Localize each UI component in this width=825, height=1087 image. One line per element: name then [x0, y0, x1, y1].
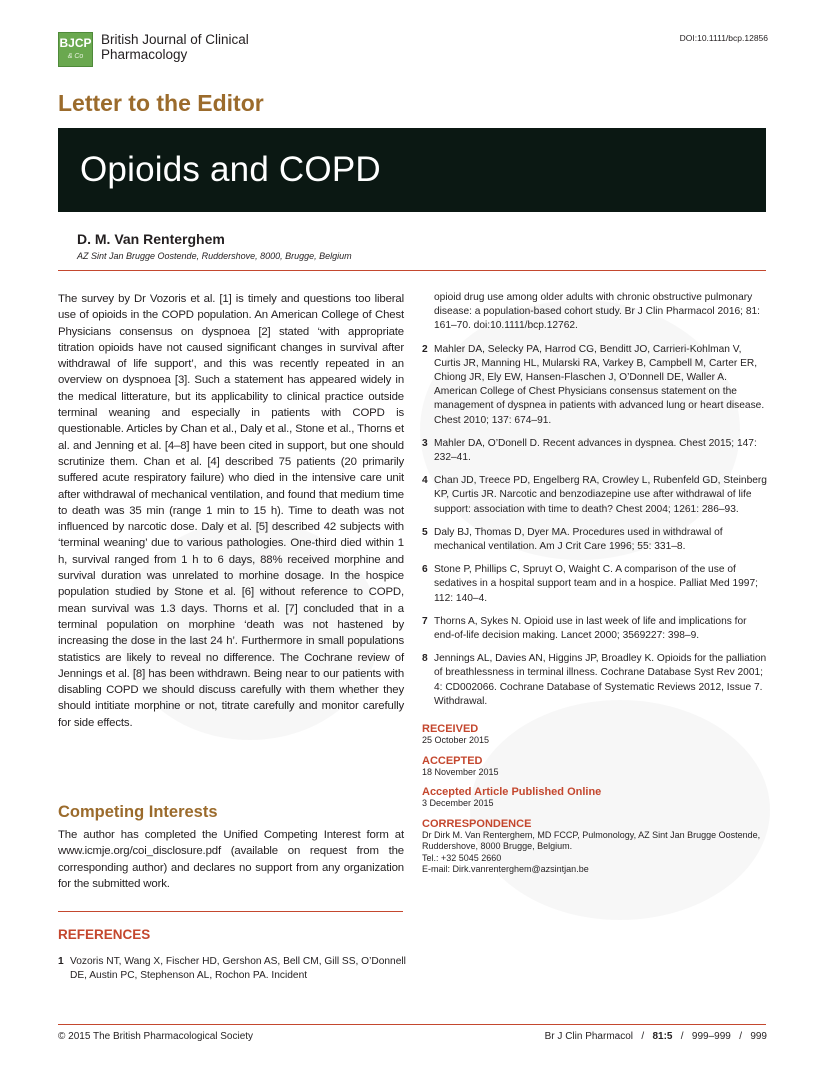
journal-abbrev: Br J Clin Pharmacol — [544, 1031, 633, 1042]
reference-item — [422, 615, 768, 643]
reference-text: Mahler DA, O’Donell D. Recent advances in dyspnea. Chest 2015; 147: 232–41. — [434, 437, 757, 464]
journal-logo-text: BJCP — [59, 36, 92, 50]
published-label: Accepted Article Published Online — [422, 786, 602, 799]
reference-item — [58, 955, 416, 983]
accepted-date: 18 November 2015 — [422, 766, 499, 777]
body-text: The survey by Dr Vozoris et al. [1] is timely and questions too liberal use of opioids in the COPD population. An American College of Chest Physicians consensus on dyspnoea [2] stated ‘with appropriate titration opioids have not caused significant changes in survival after withdrawal of life support’, and this was recently repeated in an overview on dyspnoea [3]. Such a statement has appeared widely in the medical litterature, but its applicability to clinical practice outside terminal weaning and especially in patients with COPD is questionable. Articles by Chan et al., Daly et al., Stone et al., Thorns et al. and Jenning et al. [4–8] have been cited in support, but one should scrutinize them. Chan et al. [4] described 75 patients (20 primarily suffered acute respiratory failure) who died in the intensive care unit after withdrawal of mechanical ventilation, and found that medium time to death was 35 min (range 1 min to 15 h). Time to death was not influenced by narcotic dose. Daly et al. [5] described 42 subjects with ‘terminal weaning’ due to various pathologies. One-third died within 1 h, survival ranged from 1 h to 6 days, 88% received morphine and survival duration was unrelated to morhine dosage. In the hospice population studied by Stone et al. [6] without reference to COPD, mean survival was 1.3 days. Thorns et al. [7] concluded that in a terminal population on morphine ‘death was not hastened by increasing the dose in the last 24 h’. Furthermore in small populations statistics are likely to reveal no difference. The Cochrane review of Jennings et al. [8] has been withdrawn. Being near to our patients with disabling COPD we should discuss carefully with them whether they should intitiate morphine or not, titrate carefully and monitor carefully for side effects. — [58, 293, 404, 729]
body-column — [58, 291, 404, 731]
reference-number: 1 — [58, 956, 64, 967]
competing-interests-text: The author has completed the Unified Competing Interest form at www.icmje.org/coi_disclosure.pdf (available on request from the corresponding author) and declares no support from any organization for the submitted work. — [58, 829, 404, 890]
reference-item — [422, 343, 768, 428]
right-column — [422, 291, 768, 876]
reference-number: 2 — [422, 343, 428, 355]
reference-text: Vozoris NT, Wang X, Fischer HD, Gershon AS, Bell CM, Gill SS, O’Donnell DE, Austin PC, Stephenson AL, Rochon PA. Incident — [70, 956, 406, 982]
reference-text: Stone P, Phillips C, Spruyt O, Waight C. A comparison of the use of sedatives in a hospital support team and in a hospice. Palliat Med 1997; 112: 140–4. — [434, 564, 758, 604]
reference-item — [422, 563, 768, 606]
section-label: Letter to the Editor — [58, 90, 264, 116]
title-band — [58, 128, 766, 212]
page-footer-citation: Br J Clin Pharmacol / 81:5 / 999–999 / 999 — [544, 1031, 767, 1042]
author-affiliation: AZ Sint Jan Brugge Oostende, Ruddershove, 8000, Brugge, Belgium — [77, 251, 352, 261]
received-date: 25 October 2015 — [422, 735, 490, 746]
reference-text: Chan JD, Treece PD, Engelberg RA, Crowley L, Rubenfeld GD, Steinberg KP, Curtis JR. Narcotic and benzodiazepine use after withdrawal of life support: association with time to death? Chest 2004; 1261: 286–93. — [434, 475, 767, 515]
reference-text: Daly BJ, Thomas D, Dyer MA. Procedures used in withdrawal of mechanical ventilation. Am J Crit Care 1996; 55: 331–8. — [434, 526, 723, 553]
page-range: 999–999 — [691, 1031, 731, 1042]
published-date: 3 December 2015 — [422, 798, 494, 809]
received-label: RECEIVED — [422, 723, 479, 736]
divider — [58, 270, 766, 271]
reference-text: Jennings AL, Davies AN, Higgins JP, Broadley K. Opioids for the palliation of breathlessness in terminal illness. Cochrane Database Syst Rev 2001; 4: CD002066. Cochrane Database of Systematic Reviews 2012, Issue 7. Withdrawal. — [434, 653, 767, 707]
reference-item — [422, 526, 768, 554]
journal-name: British Journal of Clinical Pharmacology — [101, 32, 249, 62]
divider — [58, 911, 403, 912]
correspondence-address: Dr Dirk M. Van Renterghem, MD FCCP, Pulmonology, AZ Sint Jan Brugge Oostende, Ruddershove, 8000 Brugge, Belgium. — [422, 829, 761, 852]
reference-continuation: opioid drug use among older adults with chronic obstructive pulmonary disease: a population-based cohort study. Br J Clin Pharmacol 2016; 81: 161–70. doi:10.1111/bcp.12762. — [434, 292, 760, 332]
references-heading: REFERENCES — [58, 927, 151, 942]
reference-text: Thorns A, Sykes N. Opioid use in last week of life and implications for end-of-life decision making. Lancet 2000; 3569227: 398–9. — [434, 615, 747, 642]
accepted-label: ACCEPTED — [422, 754, 483, 767]
reference-number: 4 — [422, 475, 428, 487]
reference-number: 3 — [422, 437, 428, 449]
divider — [58, 1024, 766, 1025]
competing-interests-heading: Competing Interests — [58, 803, 218, 821]
doi: DOI:10.1111/bcp.12856 — [679, 33, 768, 43]
author-name: D. M. Van Renterghem — [77, 231, 225, 247]
article-history — [422, 723, 768, 876]
reference-number: 5 — [422, 526, 428, 538]
reference-item — [422, 474, 768, 517]
volume-issue: 81:5 — [652, 1031, 673, 1042]
correspondence-label: CORRESPONDENCE — [422, 817, 532, 830]
correspondence-tel: Tel.: +32 5045 2660 — [422, 852, 502, 863]
page-number: 999 — [750, 1031, 767, 1042]
copyright: © 2015 The British Pharmacological Society — [58, 1031, 254, 1042]
reference-item — [422, 437, 768, 465]
reference-number: 7 — [422, 615, 428, 627]
article-title: Opioids and COPD — [80, 150, 381, 189]
correspondence-email[interactable]: E-mail: Dirk.vanrenterghem@azsintjan.be — [422, 864, 589, 875]
page-header — [58, 30, 768, 70]
reference-number: 6 — [422, 564, 428, 576]
reference-number: 8 — [422, 653, 428, 665]
journal-logo: BJCP & Co — [58, 32, 93, 67]
reference-text: Mahler DA, Selecky PA, Harrod CG, Benditt JO, Carrieri-Kohlman V, Curtis JR, Manning HL, Mularski RA, Varkey B, Campbell M, Carter ER, Chiong JR, Ely EW, Hansen-Flaschen J, O’Donnell DE, Waller A. American College of Chest Physicians consensus statement on the management of dyspnea in patients with advanced lung or heart disease. Chest 2010; 137: 674–91. — [434, 343, 765, 426]
reference-item — [422, 652, 768, 709]
